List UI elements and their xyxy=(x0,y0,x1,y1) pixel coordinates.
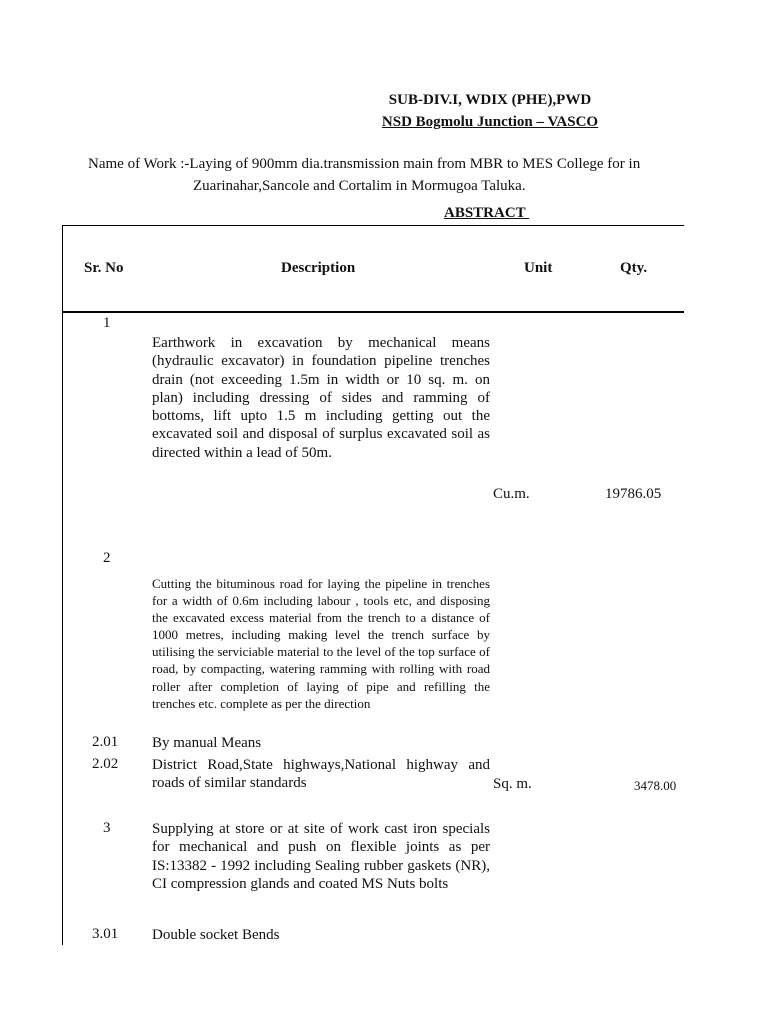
item-sr-no: 3.01 xyxy=(92,926,119,942)
table-header-rule xyxy=(62,311,684,313)
item-sr-no: 3 xyxy=(103,820,111,836)
header-subdivision: SUB-DIV.I, WDIX (PHE),PWD xyxy=(388,92,592,108)
abstract-title: ABSTRACT xyxy=(444,205,530,221)
item-unit: Cu.m. xyxy=(493,486,530,502)
table-left-border xyxy=(62,225,63,945)
item-sr-no: 2.01 xyxy=(92,734,119,750)
item-sr-no: 2.02 xyxy=(92,756,119,772)
item-description: Earthwork in excavation by mechanical means (hydraulic excavator) in foundation pipeline trenches drain (not exceeding 1.5m in width or 10 sq. m. on plan) including dressing of sides and ramming of bottoms, lift upto 1.5 m including getting out the excavated soil and disposal of surplus excavated soil as directed within a lead of 50m. xyxy=(152,335,490,461)
table-top-border xyxy=(62,225,684,226)
column-header-unit: Unit xyxy=(524,260,553,276)
name-of-work-line-2: Zuarinahar,Sancole and Cortalim in Mormugoa Taluka. xyxy=(193,178,526,194)
column-header-qty: Qty. xyxy=(620,260,648,276)
name-of-work-line-1: Name of Work :-Laying of 900mm dia.transmission main from MBR to MES College for in xyxy=(88,156,641,172)
column-header-sr-no: Sr. No xyxy=(84,260,124,276)
item-description: By manual Means xyxy=(152,735,262,751)
item-sr-no: 1 xyxy=(103,315,111,331)
item-qty: 19786.05 xyxy=(605,486,662,502)
item-unit: Sq. m. xyxy=(493,776,532,792)
item-description: Cutting the bituminous road for laying the pipeline in trenches for a width of 0.6m including labour , tools etc, and disposing the excavated excess material from the trench to a distance of 1000 metres, including making level the trench surface by utilising the serviciable material to the level of the top surface of road, by compacting, watering ramming with rolling with road roller after completion of laying of pipe and refilling the trenches etc. complete as per the direction xyxy=(152,576,490,711)
header-office: NSD Bogmolu Junction – VASCO xyxy=(381,114,599,130)
item-qty: 3478.00 xyxy=(634,778,677,793)
item-description: Double socket Bends xyxy=(152,927,280,943)
item-sr-no: 2 xyxy=(103,550,111,566)
column-header-description: Description xyxy=(281,260,356,276)
item-description: Supplying at store or at site of work cast iron specials for mechanical and push on flexible joints as per IS:13382 - 1992 including Sealing rubber gaskets (NR), CI compression glands and coated MS Nuts bolts xyxy=(152,821,490,892)
item-description: District Road,State highways,National highway and roads of similar standards xyxy=(152,757,490,792)
